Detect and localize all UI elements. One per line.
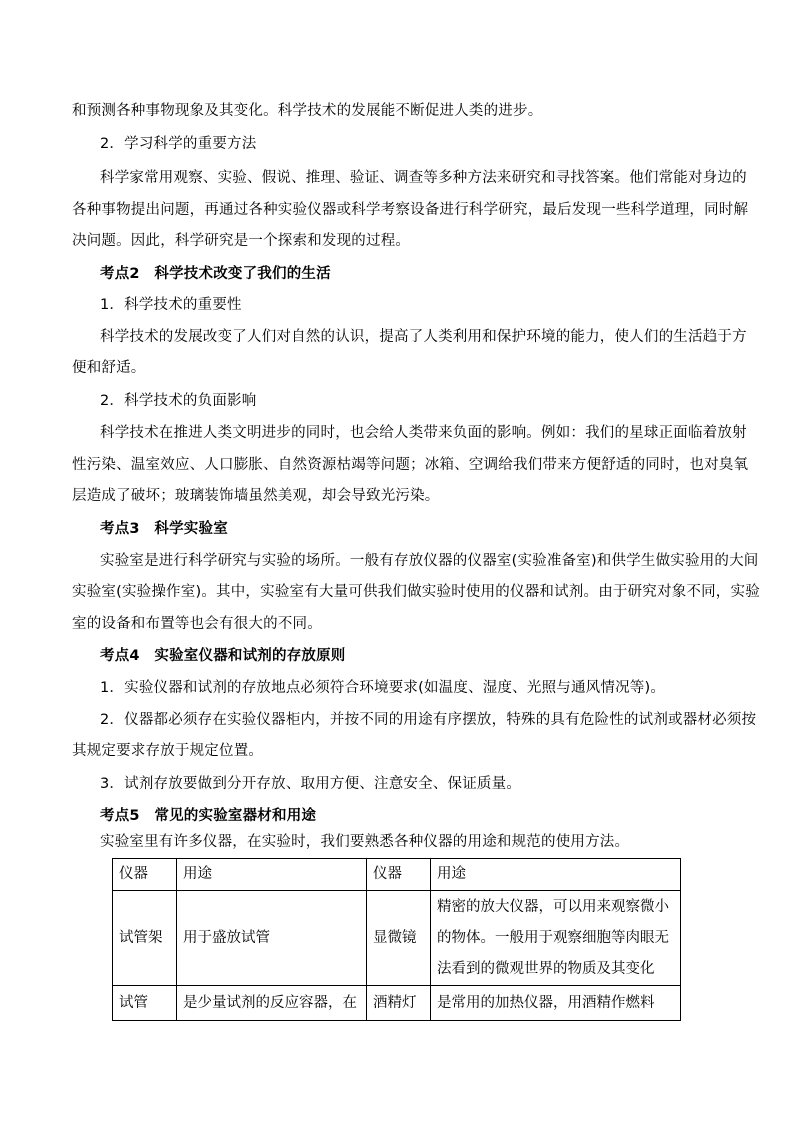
paragraph-line: 实验室(实验操作室)。其中，实验室有大量可供我们做实验时使用的仪器和试剂。由于研究对象不同，实验 <box>72 584 760 600</box>
table-cell: 精密的放大仪器，可以用来观察微小的物体。一般用于观察细胞等肉眼无法看到的微观世界的物质及其变化 <box>431 891 681 986</box>
subsection-title: 2．学习科学的重要方法 <box>100 136 257 152</box>
table-header-row <box>113 859 681 891</box>
list-item: 1．实验仪器和试剂的存放地点必须符合环境要求(如温度、湿度、光照与通风情况等)。 <box>100 680 666 696</box>
table-cell: 试管架 <box>113 891 177 986</box>
paragraph-line: 性污染、温室效应、人口膨胀、自然资源枯竭等问题；冰箱、空调给我们带来方便舒适的同时，也对臭氧 <box>72 457 749 473</box>
section-heading-kp3: 考点3 科学实验室 <box>100 521 228 537</box>
paragraph-line: 各种事物提出问题，再通过各种实验仪器或科学考察设备进行科学研究，最后发现一些科学道理，同时解 <box>72 202 749 218</box>
section-heading-kp4: 考点4 实验室仪器和试剂的存放原则 <box>100 648 346 664</box>
table-header-cell: 用途 <box>177 859 367 891</box>
paragraph-line: 实验室里有许多仪器，在实验时，我们要熟悉各种仪器的用途和规范的使用方法。 <box>100 834 630 850</box>
table-header-cell: 用途 <box>431 859 681 891</box>
table-cell: 用于盛放试管 <box>177 891 367 986</box>
paragraph-line: 科学技术的发展改变了人们对自然的认识，提高了人类利用和保护环境的能力，使人们的生活趋于方 <box>100 329 747 345</box>
table-row <box>113 986 681 1021</box>
table-cell: 显微镜 <box>367 891 431 986</box>
paragraph-line: 和预测各种事物现象及其变化。科学技术的发展能不断促进人类的进步。 <box>72 103 543 119</box>
table-cell: 是常用的加热仪器，用酒精作燃料 <box>431 986 681 1021</box>
table-cell: 试管 <box>113 986 177 1021</box>
subsection-title: 2．科学技术的负面影响 <box>100 393 257 409</box>
paragraph-line: 科学家常用观察、实验、假说、推理、验证、调查等多种方法来研究和寻找答案。他们常能对身边的 <box>100 170 747 186</box>
section-heading-kp5: 考点5 常见的实验室器材和用途 <box>100 808 317 824</box>
paragraph-line: 决问题。因此，科学研究是一个探索和发现的过程。 <box>72 233 411 249</box>
paragraph-line: 层造成了破坏；玻璃装饰墙虽然美观，却会导致光污染。 <box>72 488 440 504</box>
paragraph-line: 科学技术在推进人类文明进步的同时，也会给人类带来负面的影响。例如：我们的星球正面临着放射 <box>100 425 747 441</box>
paragraph-line: 便和舒适。 <box>72 360 146 376</box>
table-cell: 是少量试剂的反应容器，在 <box>177 986 367 1021</box>
list-item: 3．试剂存放要做到分开存放、取用方便、注意安全、保证质量。 <box>100 776 522 792</box>
table-row <box>113 891 681 986</box>
table-cell: 酒精灯 <box>367 986 431 1021</box>
table-header-cell: 仪器 <box>113 859 177 891</box>
subsection-title: 1．科学技术的重要性 <box>100 297 242 313</box>
table-header-cell: 仪器 <box>367 859 431 891</box>
paragraph-line: 室的设备和布置等也会有很大的不同。 <box>72 616 322 632</box>
instruments-table <box>112 858 681 1021</box>
list-item: 2．仪器都必须存在实验仪器柜内，并按不同的用途有序摆放，特殊的具有危险性的试剂或器材必须按 <box>100 712 757 728</box>
paragraph-line: 实验室是进行科学研究与实验的场所。一般有存放仪器的仪器室(实验准备室)和供学生做实验用的大间 <box>100 553 759 569</box>
section-heading-kp2: 考点2 科学技术改变了我们的生活 <box>100 266 331 282</box>
list-item-continuation: 其规定要求存放于规定位置。 <box>72 743 264 759</box>
